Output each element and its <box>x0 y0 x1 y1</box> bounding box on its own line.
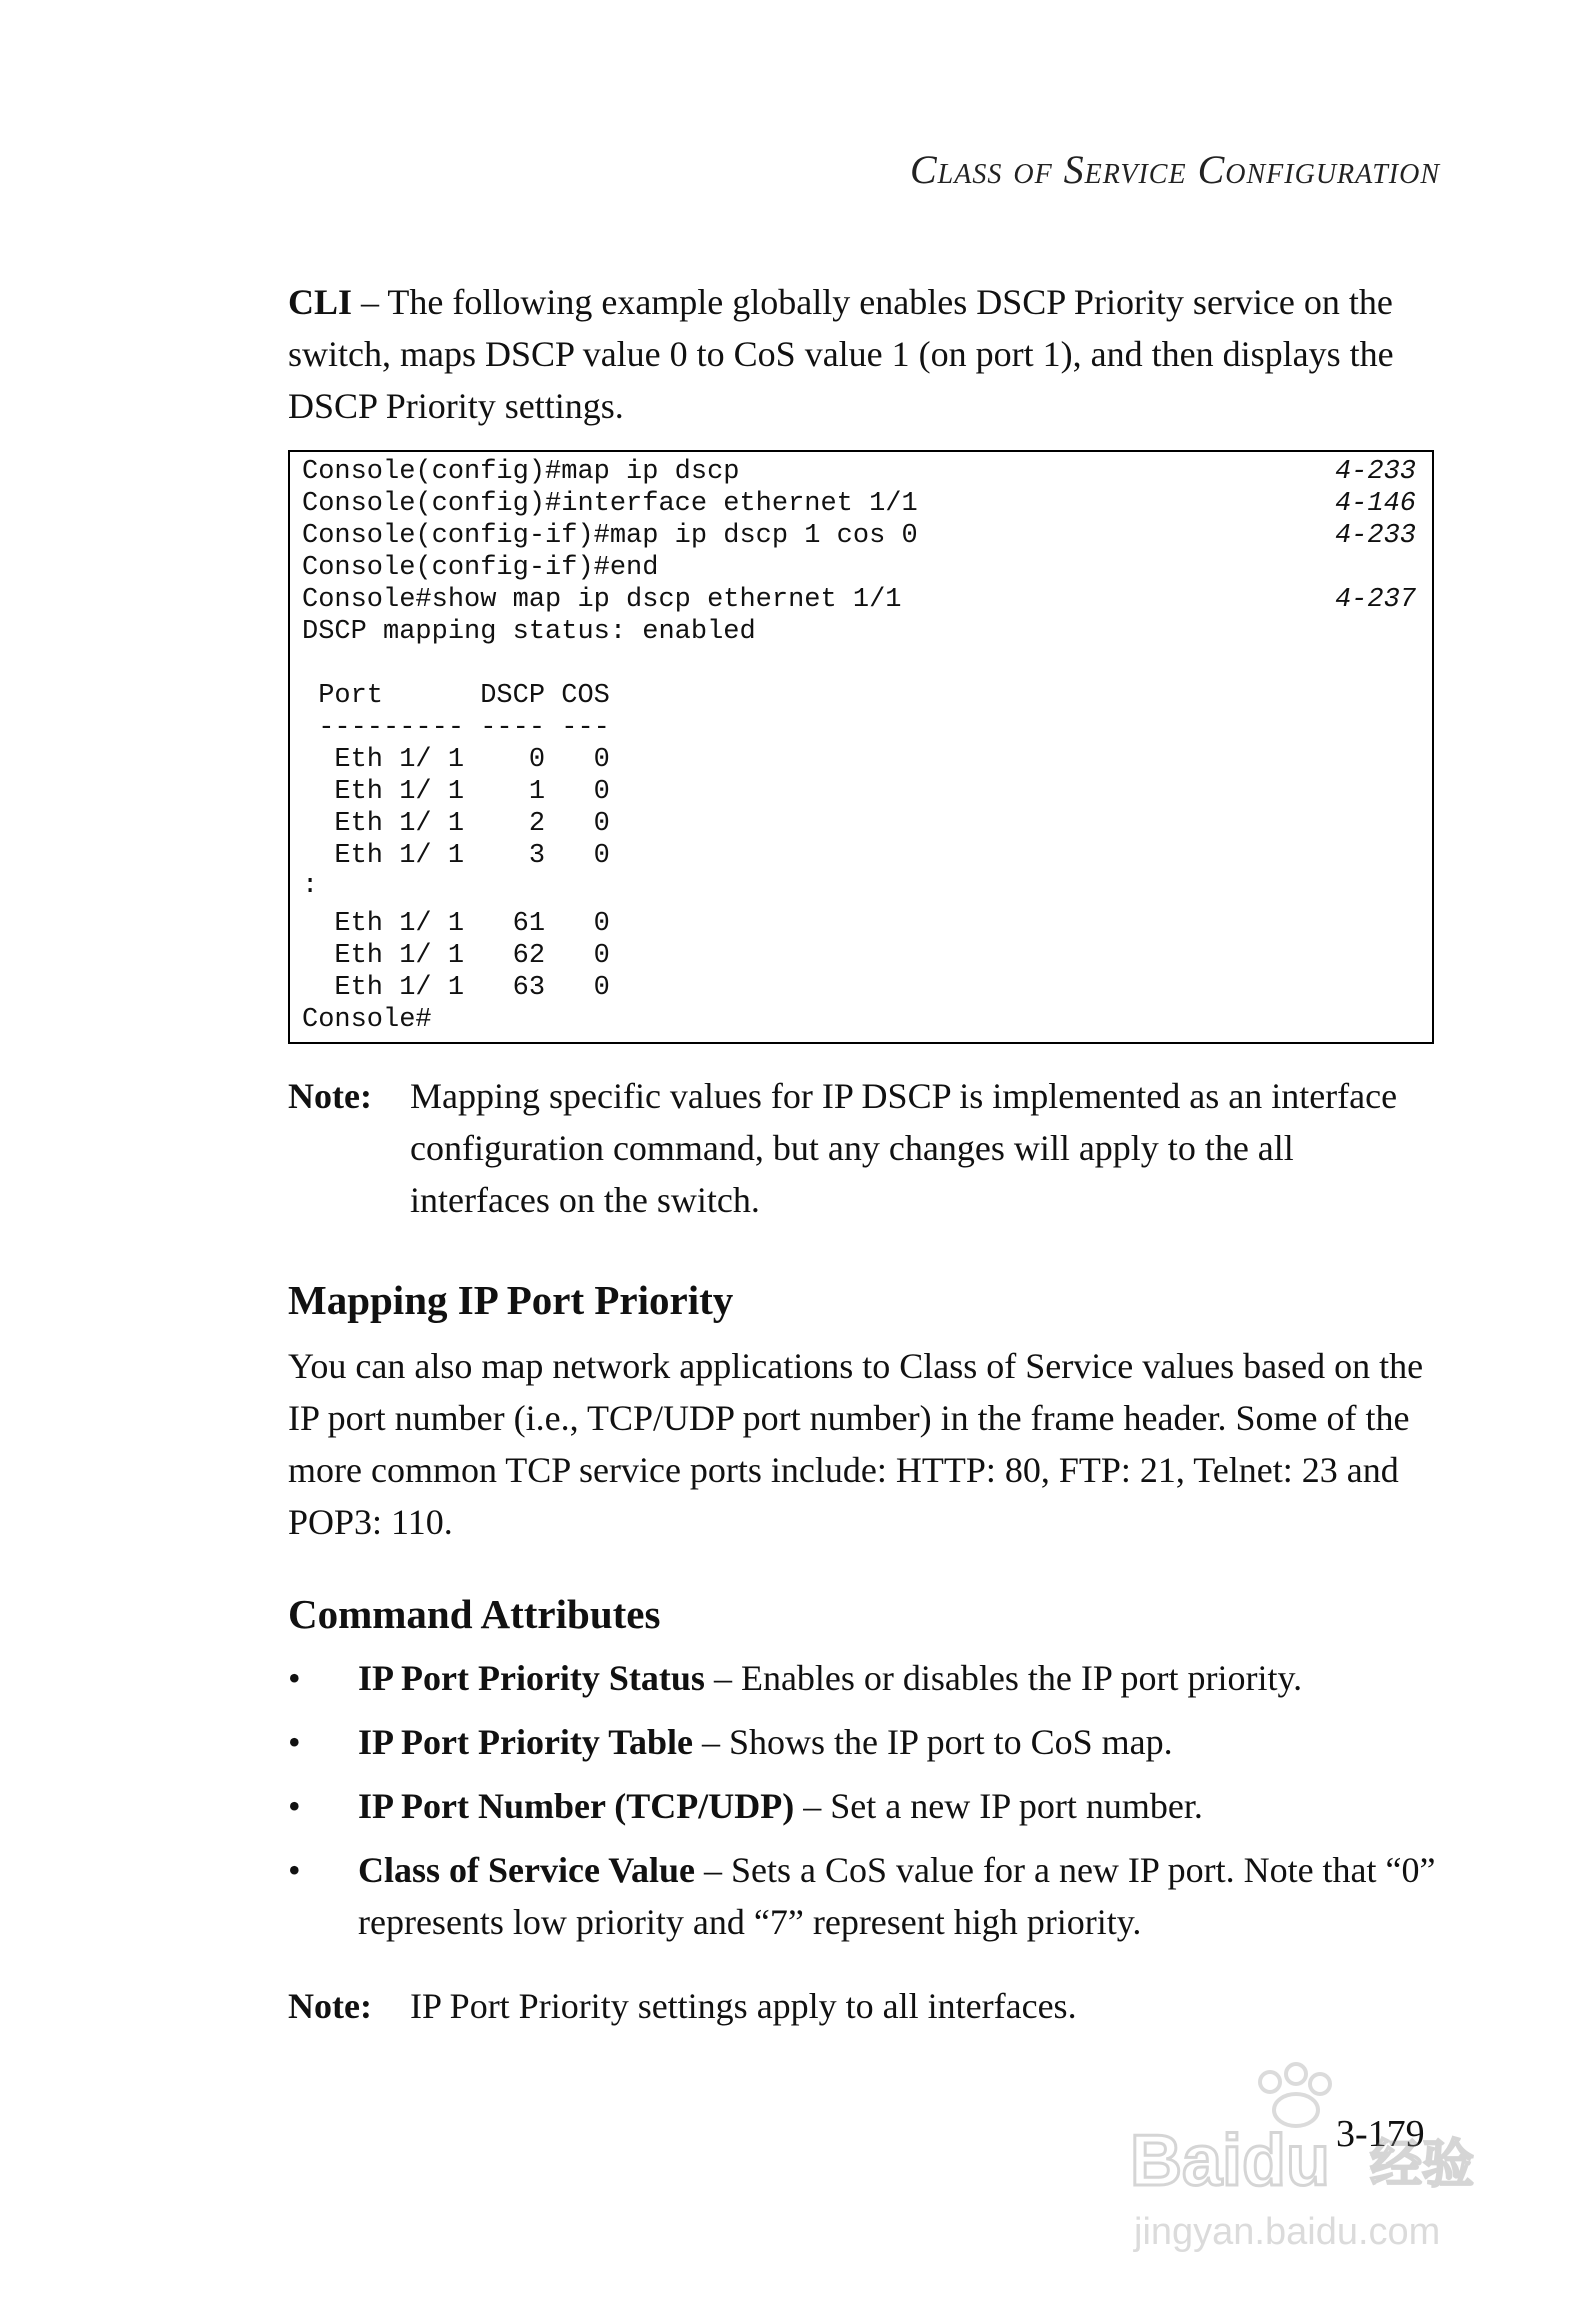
attribute-desc: – Shows the IP port to CoS map. <box>692 1722 1173 1762</box>
cli-table-row: Eth 1/ 1 61 0 <box>302 909 610 939</box>
section-paragraph: You can also map network applications to Class of Service values based on the IP port number (i.e., TCP/UDP port number) in the frame header. Some of the more common TCP service ports include: HTTP: 80, FTP: 21, Telnet: 23 and POP3: 110. <box>288 1346 1424 1542</box>
running-header-title: Class of Service Configuration <box>910 147 1440 192</box>
cli-line: Console(config)#map ip dscp <box>302 457 740 487</box>
note-label: Note: <box>288 1986 372 2026</box>
cli-line: Console(config-if)#end <box>302 553 659 583</box>
cli-table-header: Port DSCP COS <box>302 681 610 711</box>
cli-ellipsis: : <box>302 871 319 901</box>
cli-line: Console(config-if)#map ip dscp 1 cos 0 <box>302 521 918 551</box>
attribute-text <box>358 1844 1448 1948</box>
attribute-desc: – Set a new IP port number. <box>794 1786 1203 1826</box>
cli-table-row: Eth 1/ 1 3 0 <box>302 841 610 871</box>
attribute-text <box>358 1716 1448 1768</box>
attribute-term: IP Port Priority Status <box>358 1658 705 1698</box>
note-label: Note: <box>288 1076 372 1116</box>
section-heading-command-attributes: Command Attributes <box>288 1591 661 1637</box>
attribute-term: Class of Service Value <box>358 1850 695 1890</box>
intro-paragraph <box>288 276 1448 432</box>
cli-table-row: Eth 1/ 1 2 0 <box>302 809 610 839</box>
attribute-list-item <box>288 1716 1448 1768</box>
cli-table-row: Eth 1/ 1 62 0 <box>302 941 610 971</box>
watermark-brand: Baidu <box>1130 2121 1331 2201</box>
attribute-desc: – Sets a CoS value for a new IP port. Note that “0” represents low priority and “7” represent high priority. <box>358 1850 1436 1942</box>
section-heading-mapping-ip-port-priority: Mapping IP Port Priority <box>288 1277 734 1323</box>
intro-text: – The following example globally enables DSCP Priority service on the switch, maps DSCP value 0 to CoS value 1 (on port 1), and then displays the DSCP Priority settings. <box>288 282 1394 426</box>
cli-page-ref: 4-146 <box>1334 489 1416 519</box>
cli-line: DSCP mapping status: enabled <box>302 617 756 647</box>
attribute-term: IP Port Priority Table <box>358 1722 693 1762</box>
cli-table-rule: --------- ---- --- <box>302 713 610 743</box>
attribute-text <box>358 1780 1448 1832</box>
cli-table-row: Eth 1/ 1 0 0 <box>302 745 610 775</box>
cli-example-box <box>288 450 1434 1044</box>
cli-line: Console# <box>302 1005 432 1035</box>
attribute-list-item <box>288 1652 1448 1704</box>
cli-page-ref: 4-233 <box>1334 457 1416 487</box>
page-number: 3-179 <box>1336 2113 1425 2155</box>
attribute-term: IP Port Number (TCP/UDP) <box>358 1786 795 1826</box>
note-dscp <box>288 1070 1448 1226</box>
bullet-icon: • <box>288 1786 301 1826</box>
attribute-list-item <box>288 1780 1448 1832</box>
watermark-url: jingyan.baidu.com <box>1134 2211 1441 2253</box>
cli-label: CLI <box>288 282 353 322</box>
note-text: Mapping specific values for IP DSCP is implemented as an interface configuration command, but any changes will apply to the all interfaces on the switch. <box>410 1076 1398 1220</box>
cli-table-row: Eth 1/ 1 63 0 <box>302 973 610 1003</box>
bullet-icon: • <box>288 1850 301 1890</box>
bullet-icon: • <box>288 1722 301 1762</box>
bullet-icon: • <box>288 1658 301 1698</box>
cli-line: Console(config)#interface ethernet 1/1 <box>302 489 918 519</box>
cli-table-row: Eth 1/ 1 1 0 <box>302 777 610 807</box>
attribute-desc: – Enables or disables the IP port priority. <box>704 1658 1303 1698</box>
watermark-cn: 经验 <box>1370 2135 1475 2195</box>
cli-line: Console#show map ip dscp ethernet 1/1 <box>302 585 902 615</box>
cli-page-ref: 4-237 <box>1334 585 1416 615</box>
note-text: IP Port Priority settings apply to all interfaces. <box>410 1986 1077 2026</box>
baidu-jingyan-watermark <box>1120 2060 1500 2260</box>
attribute-text <box>358 1652 1448 1704</box>
note-ip-port <box>288 1980 1448 2032</box>
attribute-list-item <box>288 1844 1448 1948</box>
cli-page-ref: 4-233 <box>1334 521 1416 551</box>
